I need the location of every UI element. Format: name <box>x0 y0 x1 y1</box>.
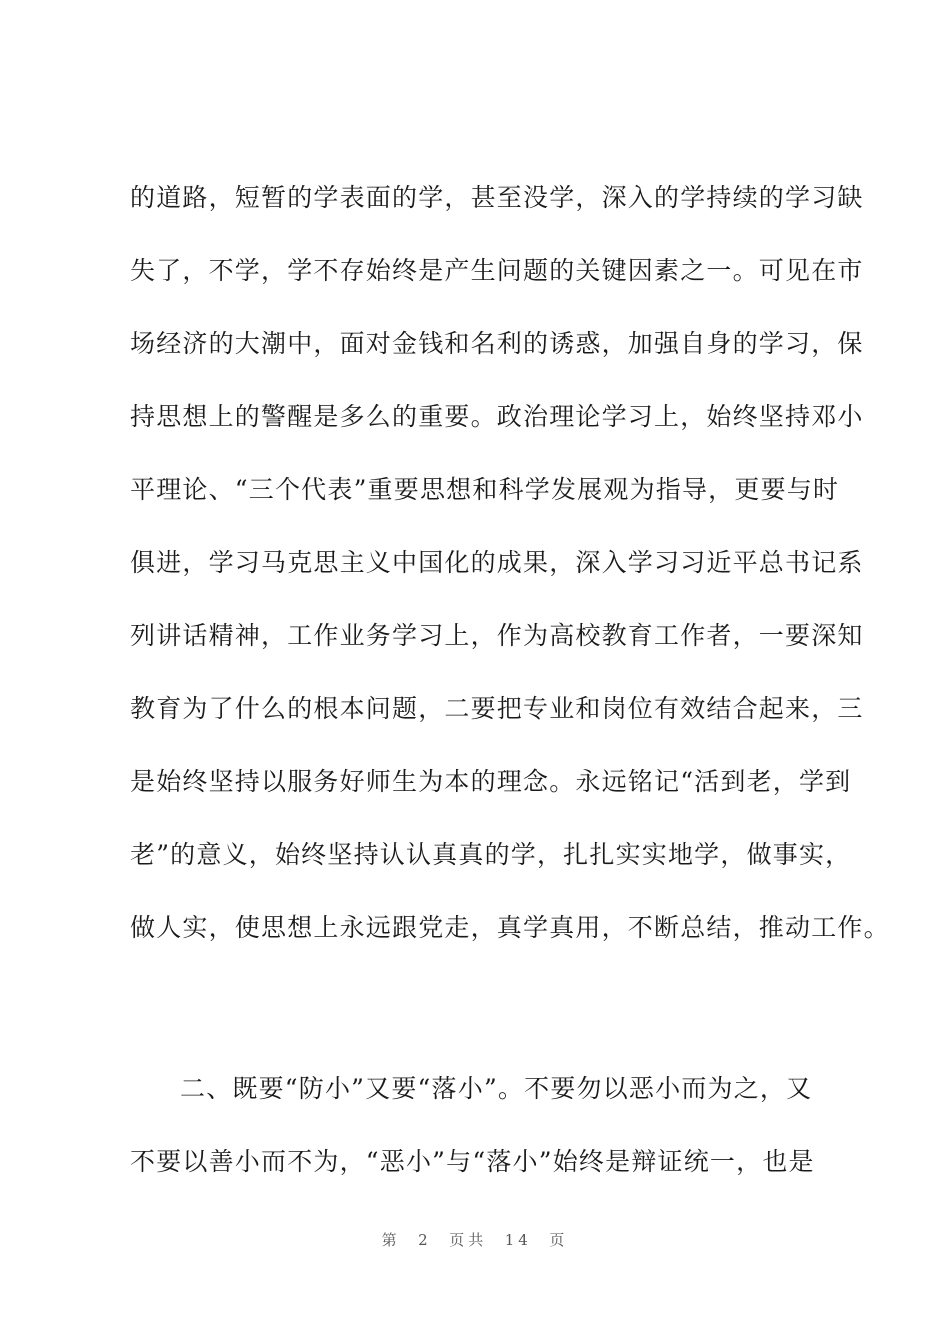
text-line: 列讲话精神，工作业务学习上，作为高校教育工作者，一要深知 <box>130 621 864 650</box>
text-line: 的道路，短暂的学表面的学，甚至没学，深入的学持续的学习缺 <box>130 183 864 212</box>
page-number-footer: 第 2 页共 14 页 <box>381 1231 569 1249</box>
text-line: 是始终坚持以服务好师生为本的理念。永远铭记“活到老，学到 <box>130 767 852 796</box>
text-line: 平理论、“三个代表”重要思想和科学发展观为指导，更要与时 <box>130 475 840 504</box>
text-line: 教育为了什么的根本问题，二要把专业和岗位有效结合起来，三 <box>130 694 864 723</box>
text-line: 场经济的大潮中，面对金钱和名利的诱惑，加强自身的学习，保 <box>130 329 864 358</box>
text-line: 持思想上的警醒是多么的重要。政治理论学习上，始终坚持邓小 <box>130 402 864 431</box>
text-line: 老”的意义，始终坚持认认真真的学，扎扎实实地学，做事实， <box>130 840 852 869</box>
text-line: 不要以善小而不为，“恶小”与“落小”始终是辩证统一，也是 <box>130 1147 815 1176</box>
text-line: 失了，不学，学不存始终是产生问题的关键因素之一。可见在市 <box>130 256 864 285</box>
text-line: 二、既要“防小”又要“落小”。不要勿以恶小而为之，又 <box>180 1074 813 1103</box>
text-line: 俱进，学习马克思主义中国化的成果，深入学习习近平总书记系 <box>130 548 864 577</box>
text-line: 做人实，使思想上永远跟党走，真学真用，不断总结，推动工作。 <box>130 913 890 942</box>
